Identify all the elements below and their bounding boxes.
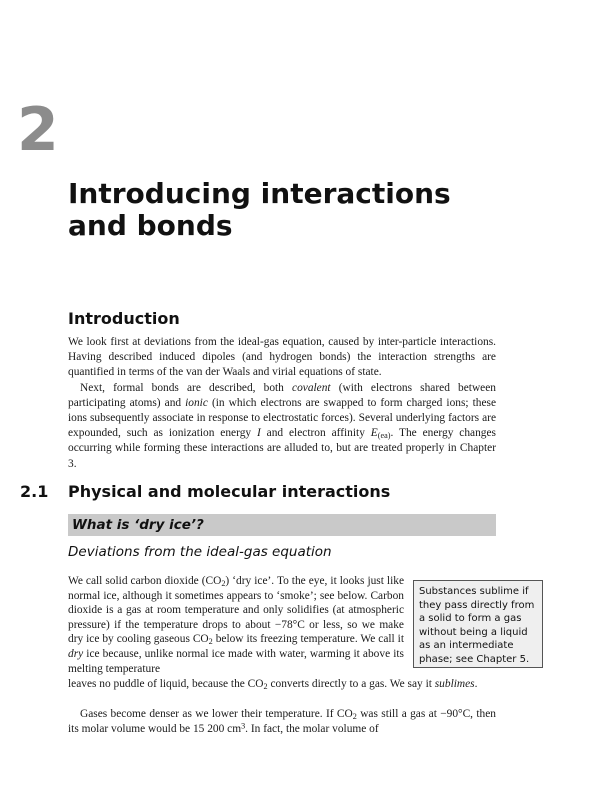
section-title: Physical and molecular interactions: [68, 482, 391, 501]
chapter-title-line-1: Introducing interactions: [68, 177, 451, 210]
emphasis-dry: dry: [68, 647, 84, 660]
term-covalent: covalent: [292, 381, 331, 394]
body-paragraph-2: [68, 707, 496, 736]
subscript: 2: [263, 682, 268, 692]
section-number: 2.1: [20, 482, 49, 501]
subscript: 2: [208, 637, 213, 647]
introduction-paragraph-2: [68, 381, 496, 472]
superscript: 3: [241, 720, 246, 730]
section-heading: [20, 482, 390, 502]
text-run: converts directly to a gas. We say it: [267, 678, 435, 690]
text-run: below its freezing temperature. We call it: [212, 633, 404, 646]
text-run: was still a gas at −90°C, then its molar volume would be 15 200 cm: [68, 708, 496, 735]
introduction-heading: Introduction: [68, 309, 180, 328]
text-run: . In fact, the molar volume of: [245, 722, 379, 735]
symbol-subscript: (ea): [377, 431, 391, 441]
body-paragraph-1: [68, 574, 404, 676]
chapter-title-line-2: and bonds: [68, 209, 233, 242]
body-paragraph-1-continued: [68, 677, 496, 692]
margin-note-text: Substances sublime if they pass directly from a solid to form a gas without being a liquid as an intermediate phase; see Chapter 5.: [419, 586, 535, 665]
text-run: (in which electrons are swapped to form charged ions; these ions subsequently associate in response to electrostatic forces). Several underlying factors are expounded, such as ionization energy: [68, 396, 496, 440]
emphasis-sublimes: sublimes: [434, 678, 475, 690]
text-run: (with electrons shared between participating atoms) and: [68, 381, 496, 409]
symbol-ionization-energy: I: [256, 427, 261, 440]
subscript: 2: [352, 712, 357, 722]
introduction-body: [68, 335, 496, 472]
text-run: leaves no puddle of liquid, because the CO: [68, 678, 264, 690]
margin-note: [413, 580, 543, 668]
subsection-heading: Deviations from the ideal-gas equation: [68, 544, 332, 560]
symbol-electron-affinity: E: [370, 427, 378, 440]
text-run: .: [474, 678, 478, 690]
text-run: . The energy changes occurring while forming these interactions are alluded to, but are treated properly in Chapter 3.: [68, 427, 496, 470]
text-run: ) ‘dry ice’. To the eye, it looks just like normal ice, although it sometimes appears to ‘smoke’; see below. Carbon dioxide is a gas at room temperature and only solidifies (at atmospheric pressure) if the temperature drops to about −78°C or less, so we make dry ice by cooling gaseous CO: [68, 575, 404, 646]
chapter-number: 2: [17, 95, 59, 165]
introduction-paragraph-1: We look first at deviations from the ideal-gas equation, caused by inter-particle interactions. Having described induced dipoles (and hydrogen bonds) the interaction strengths are quantified in terms of the van der Waals and virial equations of state.: [68, 336, 496, 379]
chapter-title: [68, 178, 528, 242]
text-run: Next, formal bonds are described, both: [80, 381, 293, 394]
text-run: Gases become denser as we lower their temperature. If CO: [80, 708, 353, 720]
subscript: 2: [221, 579, 226, 589]
text-run: and electron affinity: [260, 427, 371, 440]
question-banner: [68, 514, 496, 536]
term-ionic: ionic: [185, 396, 208, 409]
question-text: What is ‘dry ice’?: [72, 517, 204, 533]
text-run: We call solid carbon dioxide (CO: [68, 575, 222, 587]
text-run: ice because, unlike normal ice made with water, warming it above its melting temperature: [68, 647, 404, 675]
